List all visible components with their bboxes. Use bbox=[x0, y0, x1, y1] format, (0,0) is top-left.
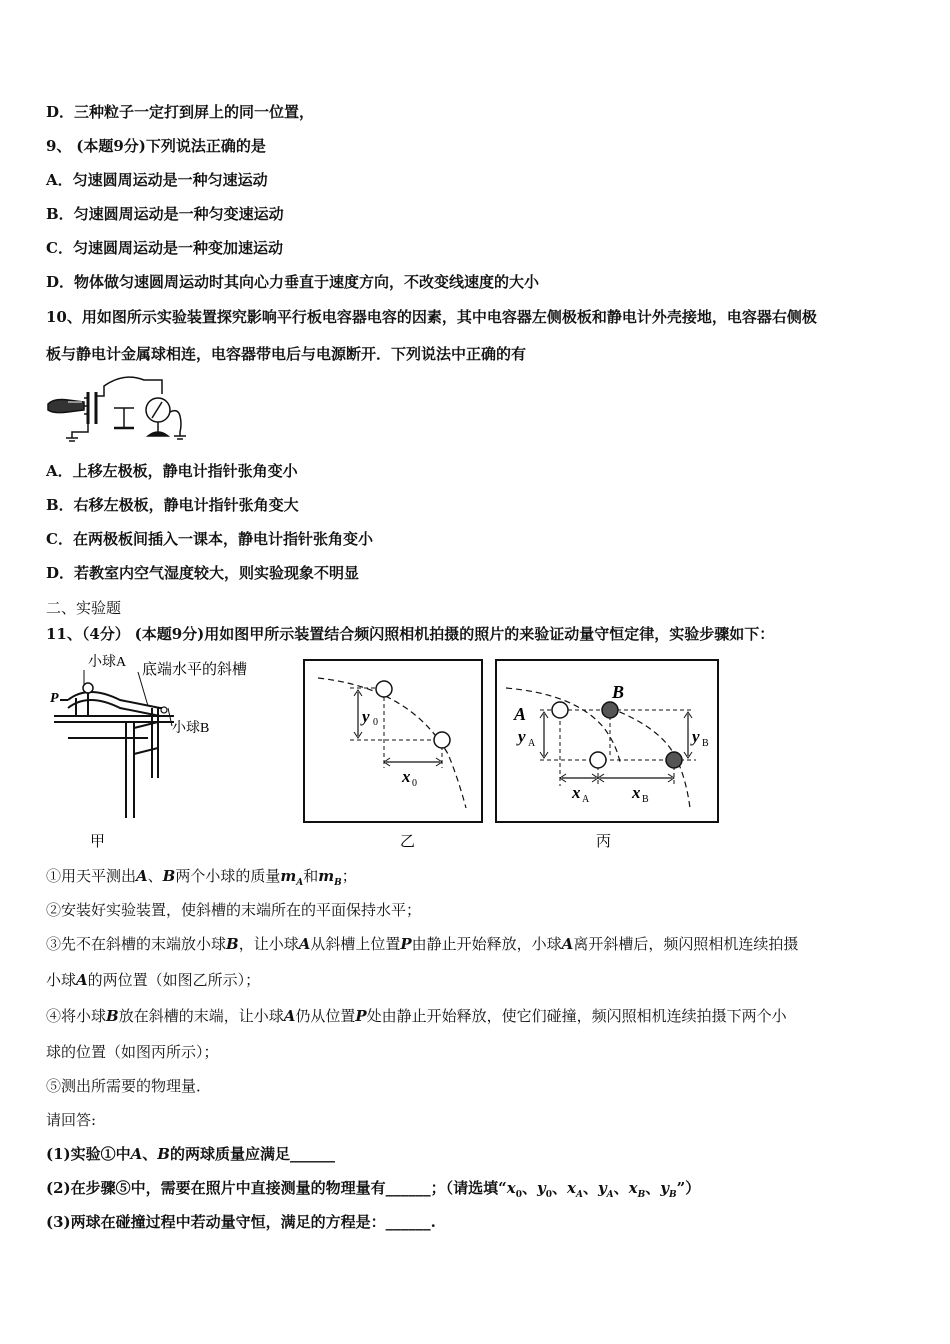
q11-number: 11、（4分） bbox=[46, 625, 130, 643]
caption-bing: 丙 bbox=[596, 834, 612, 850]
sub2-y0-sub: 0 bbox=[545, 1190, 552, 1200]
q11-step-1 bbox=[46, 866, 357, 893]
step3-text-g: 的两位置（如图乙所示）； bbox=[87, 971, 261, 989]
q10-stem-line1: 10、用如图所示实验装置探究影响平行板电容器电容的因素，其中电容器左侧极板和静电计外壳接地，电容器右侧极 bbox=[46, 308, 817, 326]
q9-score: (本题9分) bbox=[76, 137, 146, 155]
sub1-text-c: 的两球质量应满足______ bbox=[169, 1145, 335, 1163]
step3-text-e: 离开斜槽后，频闪照相机连续拍摄 bbox=[573, 935, 799, 953]
step4-var-2: A bbox=[283, 1007, 296, 1025]
step1-var-a: A bbox=[136, 867, 148, 885]
q11-step-5: ⑤测出所需要的物理量． bbox=[46, 1077, 212, 1095]
q10-option-a: A．上移左极板，静电计指针张角变小 bbox=[46, 462, 298, 480]
caption-jia: 甲 bbox=[90, 834, 106, 850]
sub2-xb-sub: B bbox=[637, 1190, 646, 1200]
step3-text-a: ③先不在斜槽的末端放小球 bbox=[46, 935, 227, 953]
q8-option-d: D．三种粒子一定打到屏上的同一位置， bbox=[46, 103, 315, 121]
q9-option-c: C．匀速圆周运动是一种变加速运动 bbox=[46, 239, 283, 257]
q11-figure-yi bbox=[300, 658, 488, 852]
sub2-y0: y bbox=[537, 1179, 546, 1197]
sub2-ya: y bbox=[597, 1179, 607, 1197]
q11-step-4-line2: 球的位置（如图丙所示）； bbox=[46, 1043, 219, 1061]
label-ya-sub: A bbox=[528, 738, 536, 749]
label-xb: x bbox=[632, 783, 641, 802]
sub1-var-b: B bbox=[157, 1145, 170, 1163]
step3-text-d: 由静止开始释放，小球 bbox=[411, 935, 562, 953]
label-p: P bbox=[50, 691, 59, 706]
q11-stem bbox=[46, 624, 774, 644]
q9-number: 9、 bbox=[46, 137, 72, 155]
step3-var-2: A bbox=[298, 935, 311, 953]
label-ball-b: 小球B bbox=[172, 721, 210, 736]
sub2-text-a: (2)在步骤⑤中，需要在照片中直接测量的物理量有______；（请选填“ bbox=[46, 1179, 507, 1197]
caption-yi: 乙 bbox=[400, 834, 416, 850]
label-b: B bbox=[612, 682, 625, 702]
sub2-ya-sub: A bbox=[606, 1190, 614, 1200]
q11-step-3-line1 bbox=[46, 934, 798, 954]
label-chute: 底端水平的斜槽 bbox=[142, 662, 248, 678]
step4-text-b: 放在斜槽的末端，让小球 bbox=[118, 1007, 284, 1025]
step3-text-b: ，让小球 bbox=[238, 935, 299, 953]
sub2-sep2: 、 bbox=[551, 1179, 567, 1197]
step4-var-1: B bbox=[106, 1007, 119, 1025]
step1-ma-sub: A bbox=[296, 878, 304, 888]
step4-text-a: ④将小球 bbox=[46, 1007, 107, 1025]
step1-var-b: B bbox=[162, 867, 176, 885]
q9-option-d: D．物体做匀速圆周运动时其向心力垂直于速度方向，不改变线速度的大小 bbox=[46, 273, 540, 291]
step1-text-d: 和 bbox=[303, 867, 319, 885]
step1-mb-sub: B bbox=[334, 878, 342, 888]
q11-sub-3: (3)两球在碰撞过程中若动量守恒，满足的方程是：______. bbox=[46, 1213, 436, 1231]
sub2-x0-sub: 0 bbox=[515, 1190, 522, 1200]
q9-text: 下列说法正确的是 bbox=[145, 137, 266, 155]
label-y0: y bbox=[362, 707, 370, 726]
step4-text-d: 处由静止开始释放，使它们碰撞，频闪照相机连续拍摄下两个小 bbox=[366, 1007, 787, 1025]
step1-mb: m bbox=[318, 867, 335, 885]
q10-option-d: D．若教室内空气湿度较大，则实验现象不明显 bbox=[46, 564, 360, 582]
q9-stem bbox=[46, 136, 266, 156]
q11-text: 用如图甲所示装置结合频闪照相机拍摄的照片的来验证动量守恒定律，实验步骤如下： bbox=[204, 625, 775, 643]
q9-option-a: A．匀速圆周运动是一种匀速运动 bbox=[46, 171, 268, 189]
sub2-sep3: 、 bbox=[582, 1179, 598, 1197]
sub2-sep5: 、 bbox=[645, 1179, 661, 1197]
q10-option-c: C．在两极板间插入一课本，静电计指针张角变小 bbox=[46, 530, 373, 548]
step3-text-c: 从斜槽上位置 bbox=[310, 935, 401, 953]
sub2-xa: x bbox=[567, 1179, 576, 1197]
label-x0-sub: 0 bbox=[412, 778, 417, 789]
step3-var-1: B bbox=[226, 935, 239, 953]
step3-var-5: A bbox=[76, 971, 88, 989]
step1-text-e: ； bbox=[341, 867, 357, 885]
label-xa-sub: A bbox=[582, 794, 590, 805]
label-xb-sub: B bbox=[642, 794, 649, 805]
q10-option-b: B．右移左极板，静电计指针张角变大 bbox=[46, 496, 299, 514]
step4-text-c: 仍从位置 bbox=[295, 1007, 356, 1025]
step1-text-c: 两个小球的质量 bbox=[175, 867, 281, 885]
sub2-xb: x bbox=[628, 1179, 638, 1197]
sub1-var-a: A bbox=[130, 1145, 143, 1163]
q10-stem-line2: 板与静电计金属球相连，电容器带电后与电源断开．下列说法中正确的有 bbox=[46, 345, 527, 363]
step1-text-a: ①用天平测出 bbox=[46, 867, 137, 885]
label-ya: y bbox=[518, 727, 526, 746]
q11-figure-jia bbox=[48, 648, 278, 856]
sub2-xa-sub: A bbox=[575, 1190, 583, 1200]
label-y0-sub: 0 bbox=[373, 717, 378, 728]
sub2-yb-sub: B bbox=[668, 1190, 677, 1200]
q11-figure-bing bbox=[492, 658, 724, 852]
sub1-text-a: (1)实验①中 bbox=[46, 1145, 131, 1163]
step3-var-3: P bbox=[400, 935, 412, 953]
label-xa: x bbox=[572, 783, 581, 802]
label-yb: y bbox=[692, 727, 700, 746]
sub2-end: ”） bbox=[676, 1179, 701, 1197]
q11-sub-1 bbox=[46, 1144, 335, 1164]
q9-option-b: B．匀速圆周运动是一种匀变速运动 bbox=[46, 205, 284, 223]
q11-step-2: ②安装好实验装置，使斜槽的末端所在的平面保持水平； bbox=[46, 901, 422, 919]
section-heading: 二、实验题 bbox=[46, 599, 122, 617]
step1-ma: m bbox=[280, 867, 297, 885]
label-x0: x bbox=[402, 767, 411, 786]
step1-text-b: 、 bbox=[147, 867, 163, 885]
label-ball-a: 小球A bbox=[88, 655, 127, 670]
q10-apparatus-figure bbox=[44, 372, 204, 448]
q11-answer-prompt: 请回答: bbox=[46, 1111, 97, 1129]
sub1-text-b: 、 bbox=[142, 1145, 158, 1163]
sub2-sep1: 、 bbox=[521, 1179, 537, 1197]
q11-sub-2 bbox=[46, 1178, 700, 1205]
label-a: A bbox=[514, 704, 527, 724]
sub2-yb: y bbox=[660, 1179, 669, 1197]
label-yb-sub: B bbox=[702, 738, 709, 749]
q11-score: (本题9分) bbox=[134, 625, 205, 643]
step3-text-f: 小球 bbox=[46, 971, 77, 989]
step3-var-4: A bbox=[561, 935, 574, 953]
q11-step-4-line1 bbox=[46, 1006, 787, 1026]
sub2-sep4: 、 bbox=[613, 1179, 629, 1197]
sub2-x0: x bbox=[506, 1179, 516, 1197]
q11-step-3-line2 bbox=[46, 970, 260, 990]
step4-var-3: P bbox=[355, 1007, 367, 1025]
